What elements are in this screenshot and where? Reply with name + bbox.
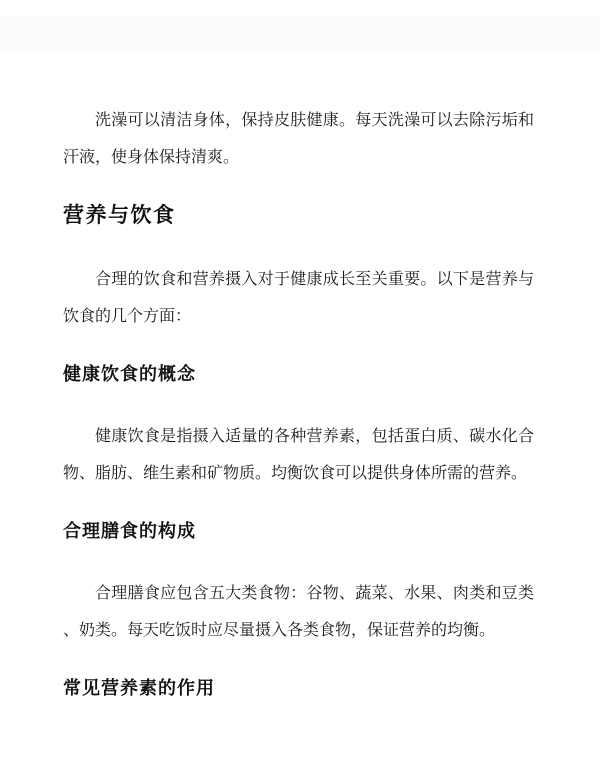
paragraph-bathing-line-1: 洗澡可以清洁身体，保持皮肤健康。每天洗澡可以去除污垢和 (95, 112, 534, 129)
paragraph-composition (63, 575, 534, 649)
section-heading-nutrition: 营养与饮食 (63, 204, 176, 227)
paragraph-intro-line-1: 合理的饮食和营养摄入对于健康成长至关重要。以下是营养与 (95, 271, 534, 288)
paragraph-concept-line-2: 物、脂肪、维生素和矿物质。均衡饮食可以提供身体所需的营养。 (63, 465, 528, 482)
paragraph-concept (63, 418, 534, 492)
subheading-balanced-meal-composition: 合理膳食的构成 (63, 521, 196, 541)
paragraph-bathing (63, 102, 534, 176)
subheading-healthy-diet-concept: 健康饮食的概念 (63, 364, 196, 384)
paragraph-intro-line-2: 饮食的几个方面： (63, 308, 192, 325)
paragraph-intro (63, 261, 534, 335)
paragraph-concept-line-1: 健康饮食是指摄入适量的各种营养素，包括蛋白质、碳水化合 (95, 428, 534, 445)
paragraph-composition-line-2: 、奶类。每天吃饭时应尽量摄入各类食物，保证营养的均衡。 (63, 622, 496, 639)
paragraph-bathing-line-2: 汗液，使身体保持清爽。 (63, 149, 240, 166)
paragraph-composition-line-1: 合理膳食应包含五大类食物：谷物、蔬菜、水果、肉类和豆类 (95, 585, 534, 602)
subheading-common-nutrients-role: 常见营养素的作用 (63, 678, 215, 698)
